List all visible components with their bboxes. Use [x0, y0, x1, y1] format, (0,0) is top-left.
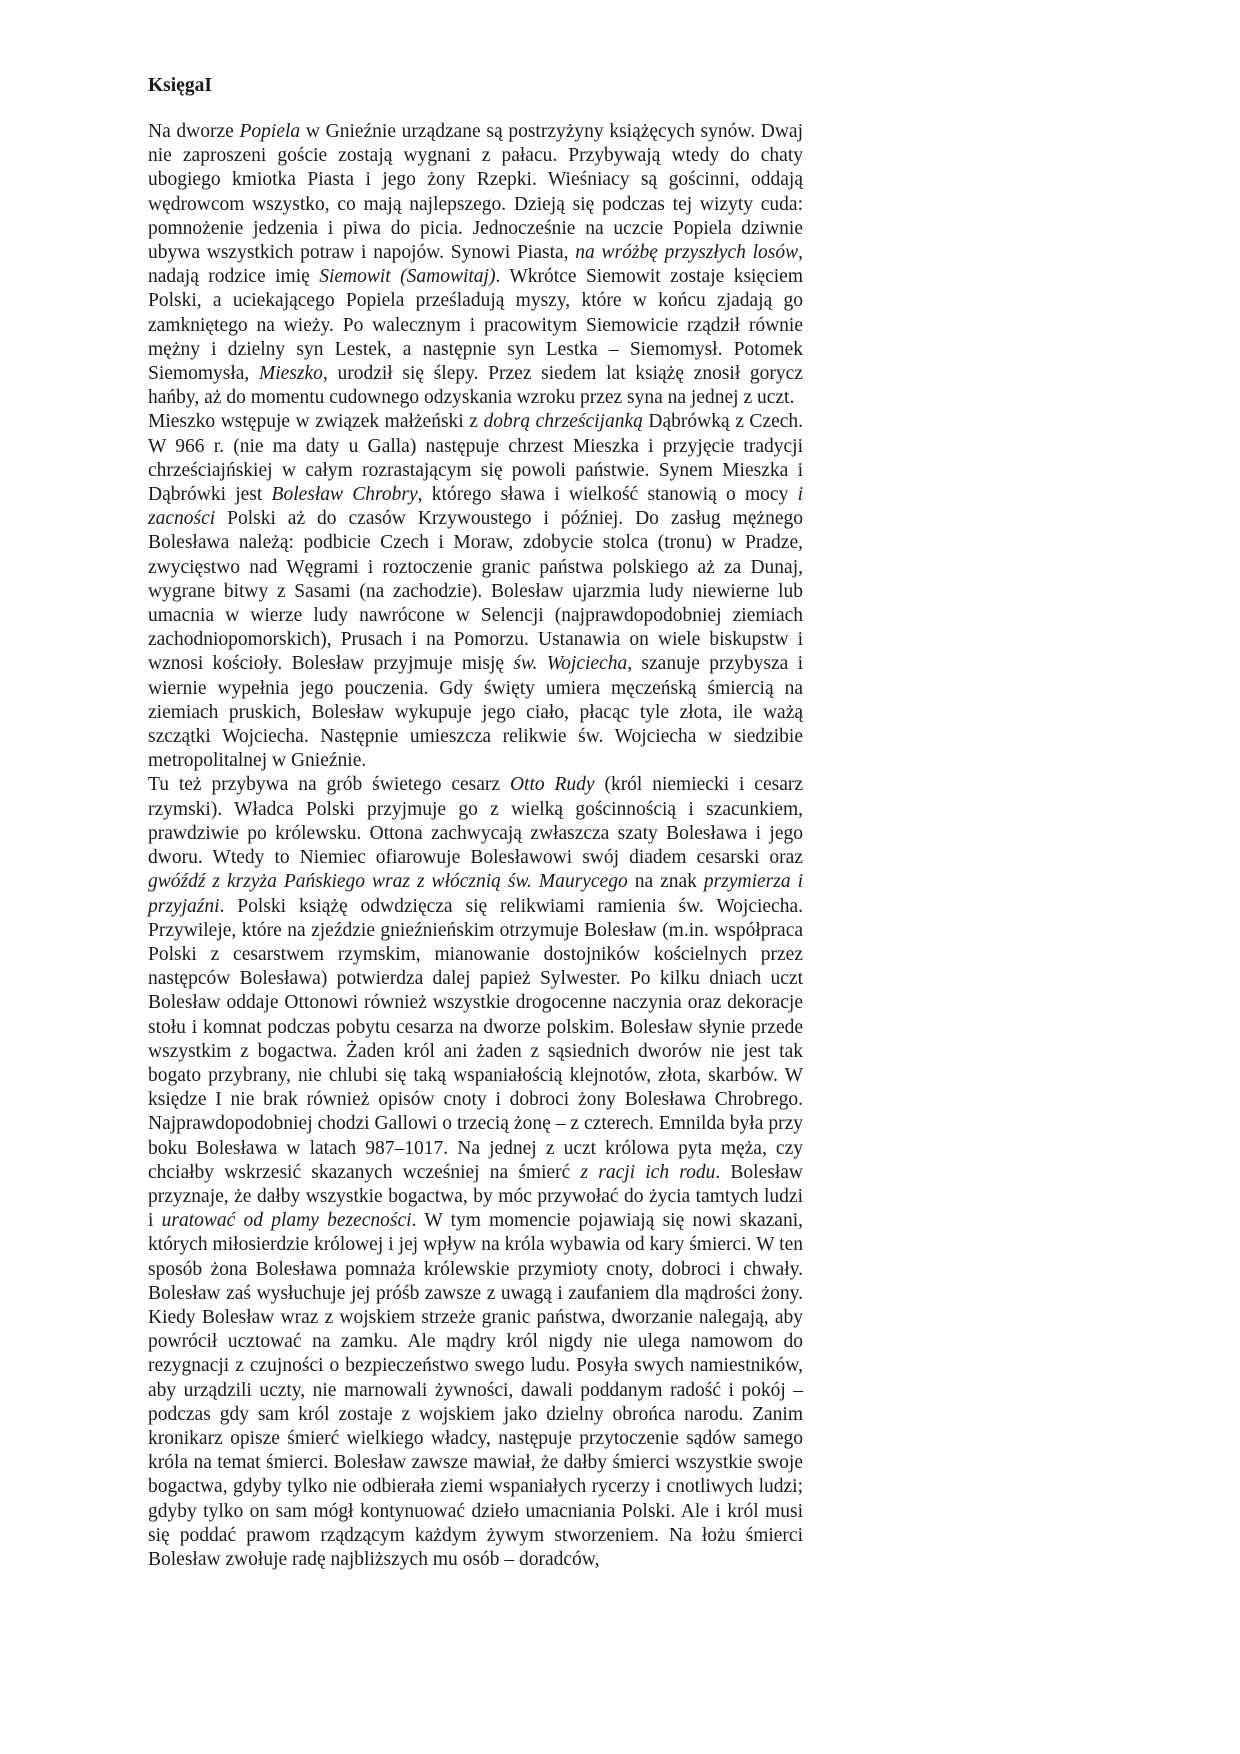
text-run: . Wkrótce Siemowit zostaje księciem Polski, a uciekającego Popiela prześladują myszy, które w końcu zjadają go zamkniętego na wieży. Po walecznym i pracowitym Siemowicie rządził równie mężny i dzielny syn Lestek, a następnie syn Lestka – Siemomysł. Potomek Siemomysła, — [148, 266, 803, 385]
document-title: KsięgaI — [148, 75, 212, 96]
italic-text-run: Bolesław Chrobry — [271, 484, 418, 506]
italic-text-run: Otto Rudy — [509, 774, 595, 796]
text-run: , szanuje przybysza i wiernie wypełnia jego pouczenia. Gdy święty umiera męczeńską śmiercią na ziemiach pruskich, Bolesław wykupuje jego ciało, płacąc tyle złota, ile ważą szczątki Wojciecha. Następnie umieszcza relikwie św. Wojciecha w siedzibie metropolitalnej w Gnieźnie. — [148, 653, 803, 772]
text-run: na znak — [627, 871, 704, 893]
text-run: Na dworze — [148, 121, 240, 142]
text-run: w Gnieźnie urządzane są postrzyżyny książęcych synów. Dwaj nie zaproszeni goście zostają wygnani z pałacu. Przybywają wtedy do chaty ubogiego kmiotka Piasta i jego żony Rzepki. Wieśniacy są gościnni, oddają wędrowcom wszystko, co mają najlepszego. Dzieją się podczas tej wizyty cuda: pomnożenie jedzenia i piwa do picia. Jednocześnie na uczcie Popiela dziwnie ubywa wszystkich potraw i napojów. Synowi Piasta, — [148, 121, 803, 264]
text-run: . W tym momencie pojawiają się nowi skazani, których miłosierdzie królowej i jej wpływ na króla wybawia od kary śmierci. W ten sposób żona Bolesława pomnaża królewskie przymioty cnoty, dobroci i chwały. Bolesław zaś wysłuchuje jej próśb zawsze z uwagą i zaufaniem dla mądrości żony. Kiedy Bolesław wraz z wojskiem strzeże granic państwa, dworzanie nalegają, aby powrócił ucztować na zamku. Ale mądry król nigdy nie ulega namowom do rezygnacji z czujności o bezpieczeństwo swego ludu. Posyła swych namiestników, aby urządzili uczty, nie marnowali żywności, dawali poddanym radość i pokój – podczas gdy sam król zostaje z wojskiem jako dzielny obrońca narodu. Zanim kronikarz opisze śmierć wielkiego władcy, następuje przytoczenie sądów samego króla na temat śmierci. Bolesław zawsze mawiał, że dałby śmierci wszystkie swoje bogactwa, gdyby tylko nie odbierała ziemi wspaniałych rycerzy i cnotliwych ludzi; gdyby tylko on sam mógł kontynuować dzieło umacniania Polski. Ale i król musi się poddać prawom rządzącym każdym żywym stworzeniem. Na łożu śmierci Bolesław zwołuje radę najbliższych mu osób – doradców, — [148, 1210, 804, 1570]
text-run: , urodził się ślepy. Przez siedem lat książę znosił gorycz hańby, aż do momentu cudownego odzyskania wzroku przez syna na jednej z uczt. — [148, 363, 803, 409]
text-run: , nadają rodzice imię — [148, 242, 803, 288]
text-run: Dąbrówką z Czech. W 966 r. (nie ma daty u Galla) następuje chrzest Mieszka i przyjęcie tradycji chrześciajńskiej w całym rozrastającym się powoli państwie. Synem Mieszka i Dąbrówki jest — [148, 411, 803, 506]
italic-text-run: dobrą chrześcijanką — [483, 411, 643, 433]
text-run: Tu też przybywa na grób świetego cesarz — [148, 774, 510, 796]
italic-text-run: i zacności — [148, 484, 803, 530]
italic-text-run: gwóźdź z krzyża Pańskiego wraz z włócznią św. Maurycego — [148, 871, 628, 893]
document-text — [148, 120, 803, 1572]
italic-text-run: na wróżbę przyszłych losów — [575, 242, 799, 264]
text-run: Mieszko wstępuje w związek małżeński z — [148, 411, 484, 433]
document-body — [148, 74, 803, 1572]
paragraph — [148, 120, 803, 410]
italic-text-run: przymierza i przyjaźni — [148, 871, 803, 917]
text-run: Polski aż do czasów Krzywoustego i później. Do zasług mężnego Bolesława należą: podbicie Czech i Moraw, zdobycie stolca (tronu) w Pradze, zwycięstwo nad Węgrami i roztoczenie granic państwa polskiego aż za Dunaj, wygrane bitwy z Sasami (na zachodzie). Bolesław ujarzmia ludy niewierne lub umacnia w wierze ludy nawrócone w Selencji (najprawdopodobniej ziemiach zachodniopomorskich), Prusach i na Pomorzu. Ustanawia on wiele biskupstw i wznosi kościoły. Bolesław przyjmuje misję — [148, 508, 803, 675]
text-run: . Bolesław przyznaje, że dałby wszystkie bogactwa, by móc przywołać do życia tamtych ludzi i — [148, 1161, 804, 1232]
italic-text-run: św. Wojciecha — [513, 653, 628, 675]
text-run: (król niemiecki i cesarz rzymski). Władca Polski przyjmuje go z wielką gościnnością i szacunkiem, prawdziwie po królewsku. Ottona zachwycają zwłaszcza szaty Bolesława i jego dworu. Wtedy to Niemiec ofiarowuje Bolesławowi swój diadem cesarski oraz — [148, 774, 803, 869]
italic-text-run: z racji ich rodu — [580, 1161, 716, 1183]
italic-text-run: Mieszko — [258, 363, 323, 385]
text-run: , którego sława i wielkość stanowią o mocy — [417, 484, 798, 506]
paragraph — [148, 410, 803, 773]
text-run: . Polski książę odwdzięcza się relikwiami ramienia św. Wojciecha. Przywileje, które na zjeździe gnieźnieńskim otrzymuje Bolesław (m.in. współpraca Polski z cesarstwem rzymskim, mianowanie dostojników kościelnych przez następców Bolesława) potwierdza dalej papież Sylwester. Po kilku dniach uczt Bolesław oddaje Ottonowi również wszystkie drogocenne naczynia oraz dekoracje stołu i komnat podczas pobytu cesarza na dworze polskim. Bolesław słynie przede wszystkim z bogactwa. Żaden król ani żaden z sąsiednich dworów nie jest tak bogato przybrany, nie chlubi się taką wspaniałością klejnotów, złota, skarbów. W księdze I nie brak również opisów cnoty i dobroci żony Bolesława Chrobrego. Najprawdopodobniej chodzi Gallowi o trzecią żonę – z czterech. Emnilda była przy boku Bolesława w latach 987–1017. Na jednej z uczt królowa pyta męża, czy chciałby wskrzesić skazanych wcześniej na śmierć — [148, 895, 803, 1183]
italic-text-run: uratować od plamy bezecności — [161, 1210, 412, 1232]
paragraph — [148, 773, 803, 1572]
italic-text-run: Popiela — [239, 121, 301, 142]
italic-text-run: Siemowit (Samowitaj) — [319, 266, 496, 288]
